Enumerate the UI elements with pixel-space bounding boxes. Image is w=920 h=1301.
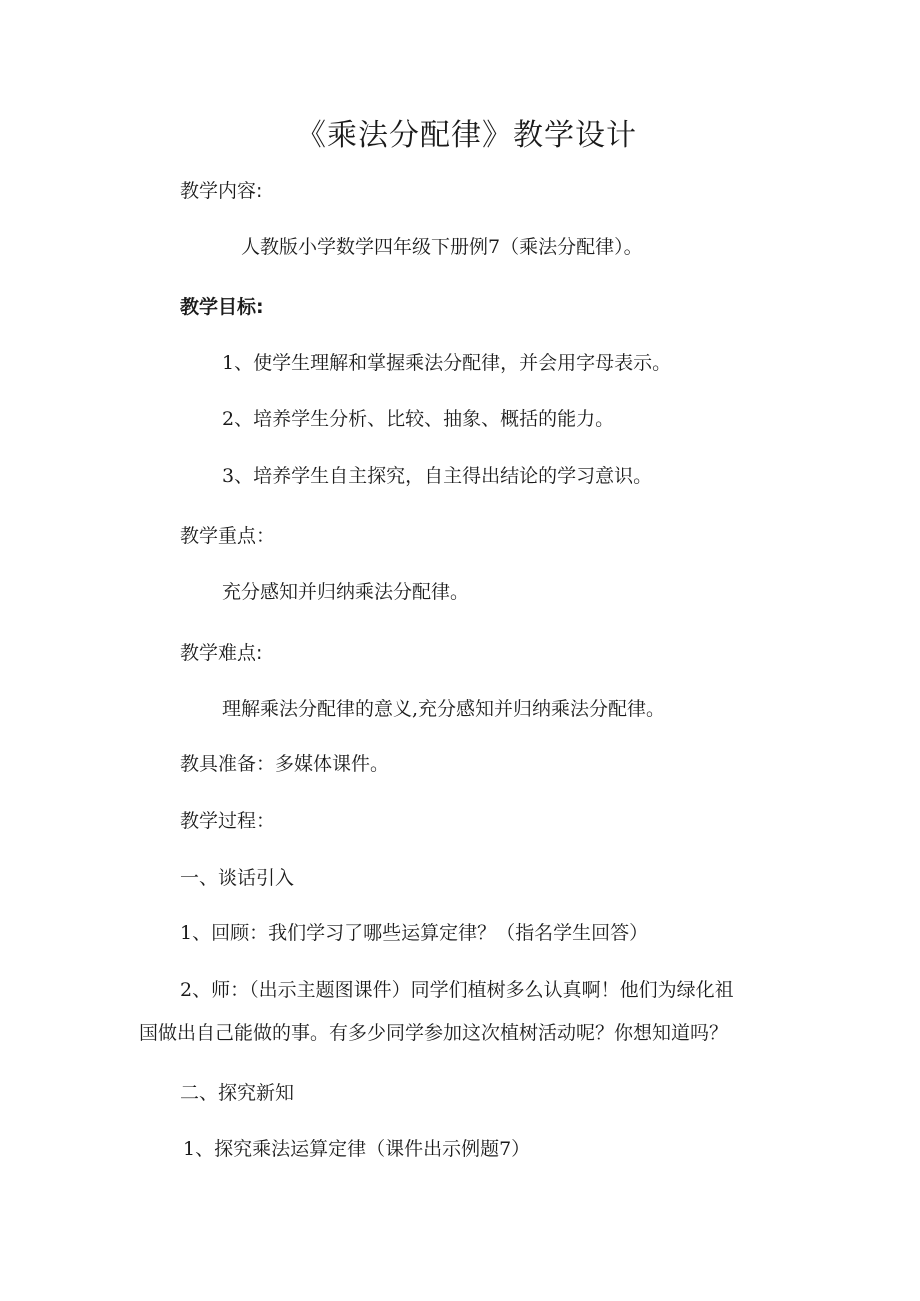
process-heading: 教学过程： [180,810,276,832]
document-title: 《乘法分配律》教学设计 [296,118,637,153]
objectives-heading: 教学目标: [180,296,264,318]
objective-item-3: 3、培养学生自主探究，自主得出结论的学习意识。 [222,465,653,487]
section2-heading: 二、探究新知 [180,1082,295,1104]
content-text: 人教版小学数学四年级下册例7（乘法分配律）。 [241,236,643,258]
materials-text: 教具准备：多媒体课件。 [180,753,390,775]
section1-item-2: 2、师：（出示主题图课件）同学们植树多么认真啊！他们为绿化祖 [180,979,734,1001]
difficulty-heading: 教学难点: [180,642,263,664]
section1-item-2-continued: 国做出自己能做的事。有多少同学参加这次植树活动呢？你想知道吗？ [139,1022,729,1044]
key-point-text: 充分感知并归纳乘法分配律。 [222,581,470,603]
objective-item-1: 1、使学生理解和掌握乘法分配律，并会用字母表示。 [222,352,672,374]
content-heading: 教学内容: [180,180,263,202]
section1-item-1: 1、回顾：我们学习了哪些运算定律？（指名学生回答） [180,922,649,944]
difficulty-text: 理解乘法分配律的意义,充分感知并归纳乘法分配律。 [222,698,666,720]
key-point-heading: 教学重点： [180,525,276,547]
objective-item-2: 2、培养学生分析、比较、抽象、概括的能力。 [222,408,615,430]
section2-item-1: 1、探究乘法运算定律（课件出示例题7） [183,1138,531,1160]
section1-heading: 一、谈话引入 [180,867,295,889]
